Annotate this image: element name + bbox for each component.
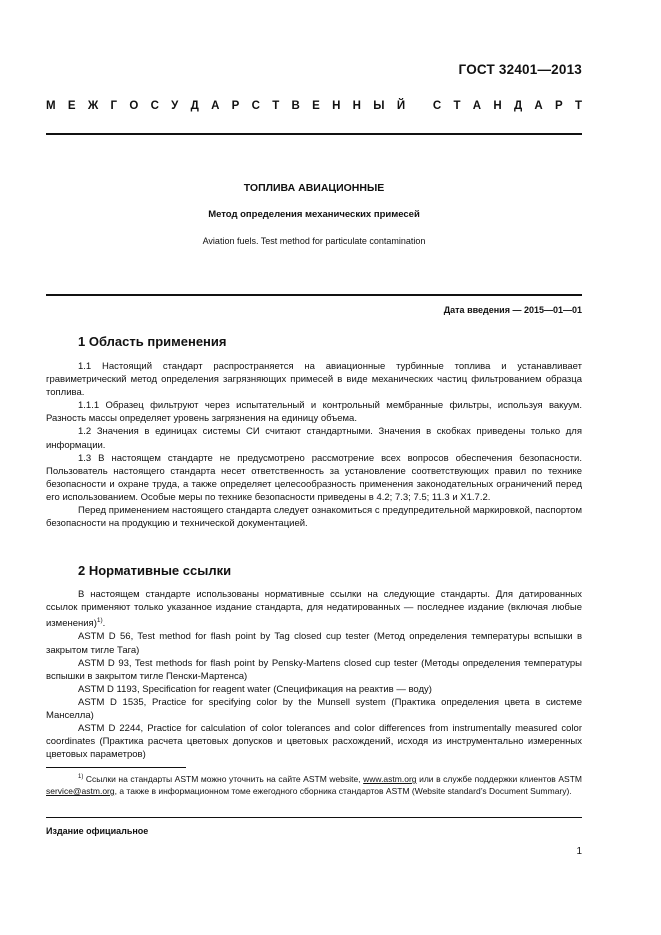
reference-item: ASTM D 2244, Practice for calculation of color tolerances and color differences from instrumentally measured color coordinates (Практика расчета цветовых допусков и цветовых расхождений, исходя из инструментально измеренных цветовых параметров)	[46, 723, 582, 761]
section-2-heading: 2 Нормативные ссылки	[78, 563, 232, 578]
banner-letter: С	[432, 100, 442, 112]
footer-rule	[46, 817, 582, 818]
document-title: ТОПЛИВА АВИАЦИОННЫЕ	[243, 182, 385, 194]
banner-letter: А	[534, 100, 543, 112]
reference-item: ASTM D 56, Test method for flash point by Tag closed cup tester (Метод определения температуры вспышки в закрытом тигле Тага)	[46, 631, 582, 656]
section-2-body	[46, 588, 582, 761]
astm-email-link[interactable]: service@astm.org	[46, 785, 115, 796]
banner-letter: Т	[574, 100, 582, 112]
footnote-mark: 1)	[78, 774, 84, 780]
document-subtitle: Метод определения механических примесей	[208, 209, 420, 220]
paragraph: 1.3 В настоящем стандарте не предусмотрено рассмотрение всех вопросов обеспечения безопасности. Пользователь настоящего стандарта несет ответственность за установление соответствующих правил по технике безопасности и охране труда, а также определяет целесообразность применения законодательных ограничений перед его использованием. Особые меры по технике безопасности приведены в 4.2; 7.3; 7.5; 11.3 и X1.7.2.	[46, 452, 582, 503]
paragraph: 1.2 Значения в единицах системы СИ считают стандартными. Значения в скобках приведены только для информации.	[46, 426, 582, 451]
reference-item: ASTM D 1535, Practice for specifying color by the Munsell system (Практика определения цвета в системе Манселла)	[46, 696, 582, 721]
english-title: Aviation fuels. Test method for particulate contamination	[202, 236, 426, 246]
banner-letter: Р	[231, 100, 240, 112]
banner-letter: Н	[332, 100, 341, 112]
banner-letter: Г	[110, 100, 118, 112]
astm-website-link[interactable]: www.astm.org	[363, 773, 417, 784]
footnote-rule	[46, 767, 186, 768]
footnote-ref: 1)	[96, 617, 103, 625]
banner-letter: Т	[272, 100, 280, 112]
section-1-body	[46, 360, 582, 530]
paragraph: 1.1 Настоящий стандарт распространяется на авиационные турбинные топлива и устанавливает гравиметрический метод определения загрязняющих примесей в виде механических частиц фильтрованием образца топлива.	[46, 361, 582, 399]
banner-letter: Д	[190, 100, 199, 112]
banner-gap	[417, 100, 420, 112]
gost-number: ГОСТ 32401—2013	[458, 62, 582, 77]
footnote	[46, 771, 582, 797]
banner-letter: Й	[396, 100, 406, 112]
banner-letter: А	[472, 100, 482, 112]
official-edition-label: Издание официальное	[46, 826, 149, 836]
banner-letter: Е	[312, 100, 320, 112]
banner-letter: С	[150, 100, 159, 112]
section-1-heading: 1 Область применения	[78, 334, 227, 349]
footnote-text: или в службе поддержки клиентов ASTM	[416, 773, 583, 784]
reference-item: ASTM D 93, Test methods for flash point by Pensky-Martens closed cup tester (Методы определения температуры вспышки в закрытом тигле Пенски-Мартенса)	[46, 657, 582, 682]
banner-letter: В	[291, 100, 300, 112]
reference-item: ASTM D 1193, Specification for reagent water (Спецификация на реактив — воду)	[78, 683, 432, 695]
banner-letter: Е	[67, 100, 76, 112]
banner-letter: Ж	[87, 100, 99, 112]
paragraph-end: .	[102, 618, 106, 630]
footnote-text: Ссылки на стандарты ASTM можно уточнить на сайте ASTM website,	[83, 773, 364, 784]
banner-letter: О	[129, 100, 139, 112]
banner-letter: У	[171, 100, 179, 112]
banner-letter: Р	[555, 100, 563, 112]
page-number: 1	[576, 846, 582, 857]
footnote-text: , а также в информационном томе ежегодного сборника стандартов ASTM (Website standard’s Document Summary).	[114, 785, 572, 796]
banner-letter: А	[211, 100, 220, 112]
paragraph-text: В настоящем стандарте использованы нормативные ссылки на следующие стандарты. Для датированных ссылок применяют только указанное издание стандарта, для недатированных — последнее издание (включая любые изменения)	[46, 589, 582, 630]
banner-letter: Т	[453, 100, 461, 112]
banner-letter: М	[46, 100, 56, 112]
paragraph	[46, 588, 582, 630]
banner-letter: Ы	[373, 100, 385, 112]
banner-letter: Н	[352, 100, 361, 112]
banner-letter: Н	[493, 100, 502, 112]
interstate-standard-banner	[46, 100, 582, 112]
banner-letter: С	[251, 100, 260, 112]
introduction-date: Дата введения — 2015—01—01	[443, 305, 582, 315]
paragraph: Перед применением настоящего стандарта следует ознакомиться с предупредительной маркировкой, паспортом безопасности на продукцию и технической документацией.	[46, 505, 582, 530]
title-rule	[46, 294, 582, 296]
header-rule	[46, 133, 582, 135]
paragraph: 1.1.1 Образец фильтруют через испытательный и контрольный мембранные фильтры, используя вакуум. Разность массы определяет уровень загрязнения на единицу объема.	[46, 400, 582, 425]
banner-letter: Д	[513, 100, 523, 112]
